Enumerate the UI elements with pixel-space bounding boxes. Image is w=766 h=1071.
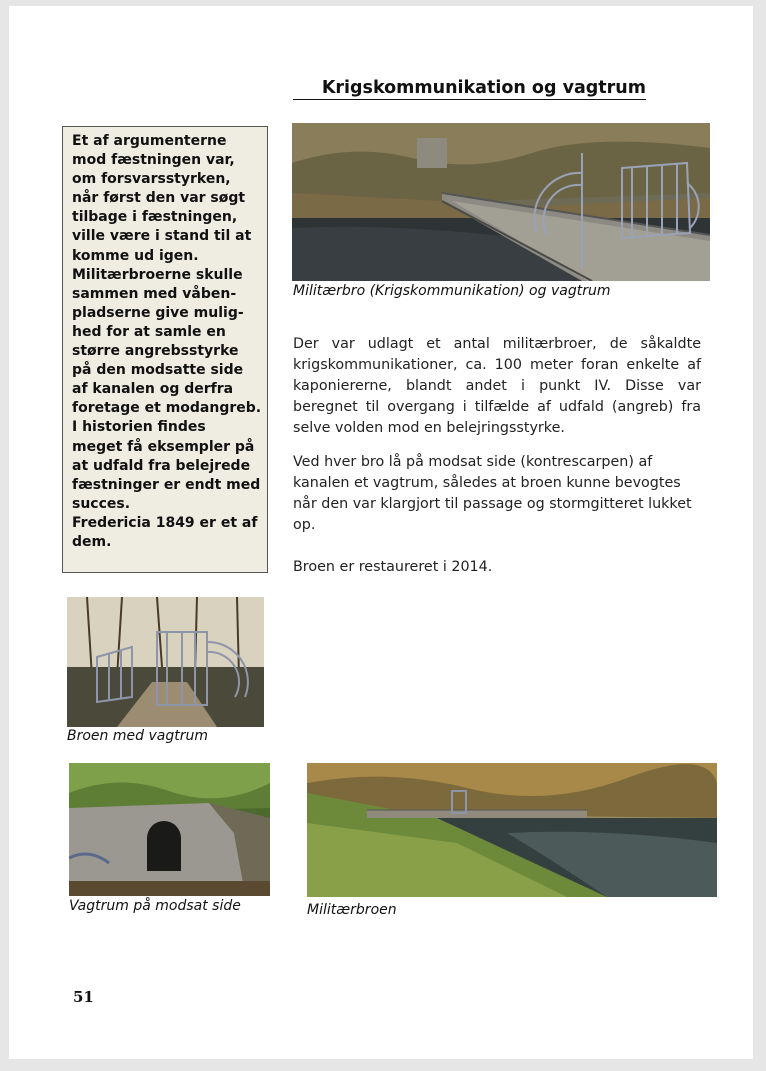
sidebar-line: I historien findes	[72, 419, 206, 436]
caption-guardroom-opposite: Vagtrum på modsat side	[69, 898, 241, 914]
sidebar-line: på den modsatte side	[72, 362, 244, 379]
photo-bridge-with-guardroom	[67, 597, 264, 727]
sidebar-line: hed for at samle en	[72, 323, 226, 340]
sidebar-line: pladserne give mulig-	[72, 304, 244, 321]
sidebar-line: større angrebsstyrke	[72, 343, 239, 360]
caption-bridge-with-guardroom: Broen med vagtrum	[67, 728, 208, 744]
paragraph-2: Ved hver bro lå på modsat side (kontrescarpen) af kanalen et vagtrum, således at broen kunne bevogtes når den var klargjort til passage og stormgitteret lukket op.	[293, 454, 692, 533]
sidebar-line: Et af argumenterne	[72, 133, 227, 149]
sidebar-line: at udfald fra belejrede	[72, 457, 251, 474]
page-number: 51	[73, 988, 94, 1006]
page-title: Krigskommunikation og vagtrum	[293, 78, 646, 100]
photo-military-bridge-overview	[307, 763, 717, 897]
photo-military-bridge	[292, 123, 710, 281]
sidebar-line: om forsvarsstyrken,	[72, 171, 231, 188]
sidebar-line: tilbage i fæstningen,	[72, 209, 238, 226]
sidebar-line: når først den var søgt	[72, 190, 246, 207]
sidebar-line: Militærbroerne skulle	[72, 266, 243, 283]
sidebar-line: sammen med våben-	[72, 285, 237, 302]
sidebar-line: Fredericia 1849 er et af	[72, 514, 258, 531]
sidebar-line: meget få eksempler på	[72, 438, 255, 455]
sidebar-line: ville være i stand til at	[72, 228, 252, 245]
sidebar-line: komme ud igen.	[72, 247, 199, 264]
paragraph-3: Broen er restaureret i 2014.	[293, 559, 493, 575]
sidebar-line: mod fæstningen var,	[72, 152, 235, 169]
sidebar-line: dem.	[72, 533, 112, 550]
sidebar-line: fæstninger er endt med	[72, 476, 261, 493]
photo-guardroom-opposite	[69, 763, 270, 896]
sidebar-line: succes.	[72, 495, 131, 512]
caption-main-photo: Militærbro (Krigskommunikation) og vagtrum	[293, 283, 611, 299]
caption-military-bridge-overview: Militærbroen	[307, 902, 397, 918]
paragraph-1: Der var udlagt et antal militærbroer, de såkaldte krigskommunikationer, ca. 100 meter foran enkelte af kaponiererne, blandt andet i punkt IV. Disse var beregnet til overgang i tilfælde af udfald (angreb) fra selve volden mod en belejringsstyrke.	[293, 336, 701, 436]
sidebar-line: af kanalen og derfra	[72, 381, 234, 398]
sidebar-box	[62, 126, 268, 573]
sidebar-line: foretage et modangreb.	[72, 400, 262, 417]
